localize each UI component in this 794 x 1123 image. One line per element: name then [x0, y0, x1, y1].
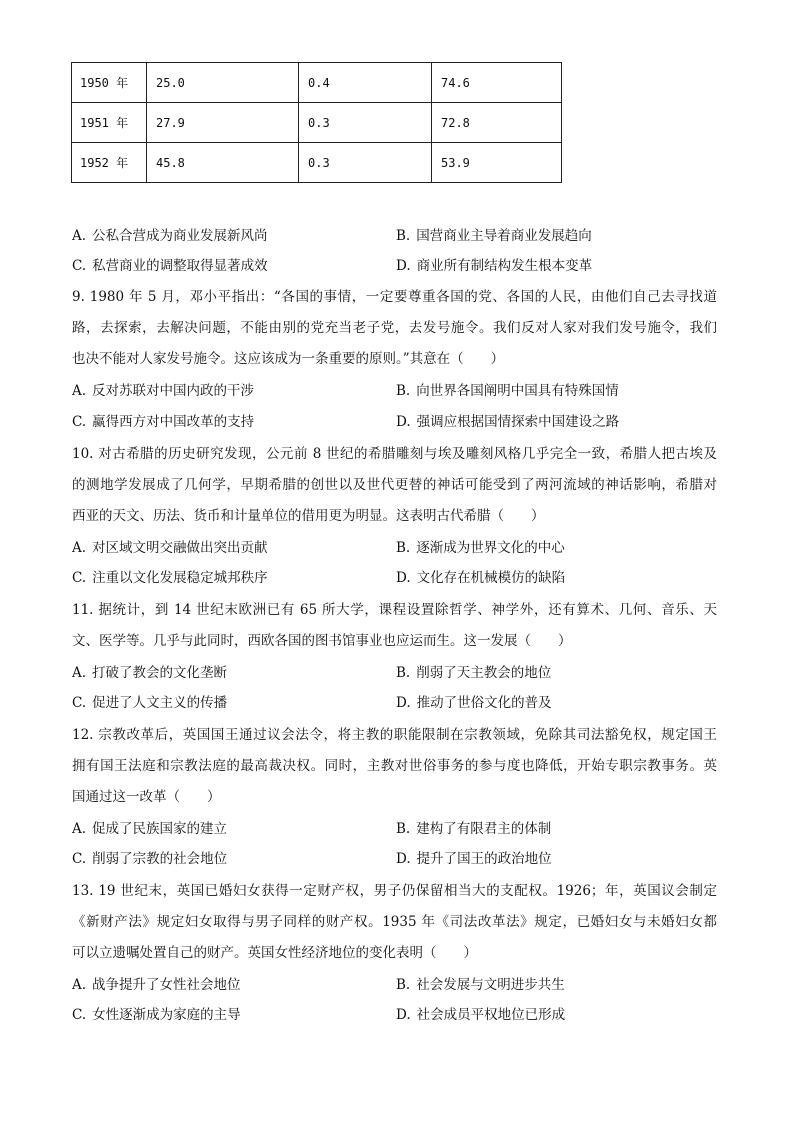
table-cell: 0.3: [299, 143, 432, 183]
option-label: A.: [72, 228, 87, 244]
option-label: B.: [396, 228, 411, 244]
data-table: [71, 62, 562, 183]
q11-option-c[interactable]: [72, 694, 227, 712]
q10-option-a[interactable]: [72, 539, 268, 557]
option-label: D.: [396, 414, 411, 430]
option-label: A.: [72, 665, 87, 681]
q8-option-d[interactable]: [396, 257, 592, 275]
q9-option-d[interactable]: [396, 413, 619, 431]
q10-stem-line: 的测地学发展成了几何学，早期希腊的创世以及世代更替的神话可能受到了两河流域的神话影响，希腊对: [72, 477, 717, 493]
option-text: 文化存在机械模仿的缺陷: [416, 570, 566, 586]
option-text: 逐渐成为世界文化的中心: [416, 540, 565, 556]
q9-option-a[interactable]: [72, 382, 254, 400]
option-label: C.: [72, 695, 87, 711]
q8-option-a[interactable]: [72, 227, 268, 245]
option-text: 提升了国王的政治地位: [416, 851, 552, 867]
option-label: C.: [72, 258, 87, 274]
option-text: 促进了人文主义的传播: [92, 695, 228, 711]
option-label: B.: [396, 977, 411, 993]
option-text: 向世界各国阐明中国具有特殊国情: [416, 383, 619, 399]
table-cell: 1952 年: [72, 143, 147, 183]
option-label: A.: [72, 821, 87, 837]
q13-option-a[interactable]: [72, 976, 241, 994]
q10-option-b[interactable]: [396, 539, 565, 557]
q10-stem-line: 西亚的天文、历法、货币和计量单位的借用更为明显。这表明古代希腊（ ）: [72, 508, 545, 524]
q13-stem-line: 《新财产法》规定妇女取得与男子同样的财产权。1935 年《司法改革法》规定，已婚妇女与未婚妇女都: [72, 914, 717, 930]
q13-option-d[interactable]: [396, 1006, 565, 1024]
q8-option-c[interactable]: [72, 257, 268, 275]
option-label: B.: [396, 821, 411, 837]
option-label: B.: [396, 665, 411, 681]
table-cell: 27.9: [147, 103, 299, 143]
q13-option-c[interactable]: [72, 1006, 241, 1024]
option-label: A.: [72, 540, 87, 556]
table-row: [72, 103, 562, 143]
q12-option-b[interactable]: [396, 820, 551, 838]
option-text: 削弱了天主教会的地位: [416, 665, 552, 681]
option-text: 对区域文明交融做出突出贡献: [92, 540, 268, 556]
table-cell: 53.9: [432, 143, 562, 183]
option-label: D.: [396, 258, 411, 274]
option-text: 注重以文化发展稳定城邦秩序: [92, 570, 268, 586]
option-text: 削弱了宗教的社会地位: [92, 851, 228, 867]
table-cell: 72.8: [432, 103, 562, 143]
q13-stem-line: 可以立遗嘱处置自己的财产。英国女性经济地位的变化表明（ ）: [72, 945, 477, 961]
option-text: 社会发展与文明进步共生: [416, 977, 565, 993]
option-label: B.: [396, 383, 411, 399]
option-text: 商业所有制结构发生根本变革: [416, 258, 593, 274]
option-label: C.: [72, 570, 87, 586]
table-cell: 1951 年: [72, 103, 147, 143]
option-text: 强调应根据国情探索中国建设之路: [416, 414, 620, 430]
table-cell: 25.0: [147, 63, 299, 103]
option-text: 推动了世俗文化的普及: [416, 695, 552, 711]
q11-stem-line: 11. 据统计，到 14 世纪末欧洲已有 65 所大学，课程设置除哲学、神学外，还有算术、几何、音乐、天: [72, 602, 717, 618]
q13-stem-line: 13. 19 世纪末，英国已婚妇女获得一定财产权，男子仍保留相当大的支配权。1926；年，英国议会制定: [72, 883, 717, 899]
option-text: 私营商业的调整取得显著成效: [92, 258, 268, 274]
q12-option-c[interactable]: [72, 850, 227, 868]
q12-stem-line: 12. 宗教改革后，英国国王通过议会法令，将主教的职能限制在宗教领域，免除其司法豁免权，规定国王: [72, 727, 717, 743]
option-text: 建构了有限君主的体制: [416, 821, 552, 837]
q9-option-b[interactable]: [396, 382, 619, 400]
q12-stem-line: 国通过这一改革（ ）: [72, 789, 221, 805]
option-label: C.: [72, 851, 87, 867]
option-text: 社会成员平权地位已形成: [416, 1007, 566, 1023]
q10-option-d[interactable]: [396, 569, 565, 587]
option-label: D.: [396, 851, 411, 867]
option-text: 国营商业主导着商业发展趋向: [416, 228, 592, 244]
q9-option-c[interactable]: [72, 413, 254, 431]
q10-option-c[interactable]: [72, 569, 268, 587]
q12-option-d[interactable]: [396, 850, 552, 868]
q9-stem-line: 也决不能对人家发号施令。这应该成为一条重要的原则。”其意在（ ）: [72, 351, 505, 367]
option-label: A.: [72, 383, 87, 399]
option-text: 反对苏联对中国内政的干涉: [92, 383, 255, 399]
option-text: 战争提升了女性社会地位: [92, 977, 241, 993]
q9-stem-line: 9. 1980 年 5 月，邓小平指出：“各国的事情，一定要尊重各国的党、各国的人民，由他们自己去寻找道: [72, 289, 717, 305]
option-text: 女性逐渐成为家庭的主导: [92, 1007, 241, 1023]
table-cell: 45.8: [147, 143, 299, 183]
q10-stem-line: 10. 对古希腊的历史研究发现，公元前 8 世纪的希腊雕刻与埃及雕刻风格几乎完全一致，希腊人把古埃及: [72, 446, 717, 462]
option-label: B.: [396, 540, 411, 556]
q11-stem-line: 文、医学等。几乎与此同时，西欧各国的图书馆事业也应运而生。这一发展（ ）: [72, 633, 572, 649]
option-label: D.: [396, 1007, 411, 1023]
option-text: 促成了民族国家的建立: [92, 821, 228, 837]
q12-option-a[interactable]: [72, 820, 227, 838]
table-cell: 0.3: [299, 103, 432, 143]
q8-option-b[interactable]: [396, 227, 592, 245]
q12-stem-line: 拥有国王法庭和宗教法庭的最高裁决权。同时，主教对世俗事务的参与度也降低，开始专职宗教事务。英: [72, 758, 717, 774]
q11-option-d[interactable]: [396, 694, 552, 712]
q13-option-b[interactable]: [396, 976, 565, 994]
q9-stem-line: 路，去探索，去解决问题，不能由别的党充当老子党，去发号施令。我们反对人家对我们发号施令，我们: [72, 320, 717, 336]
table-cell: 1950 年: [72, 63, 147, 103]
table-row: [72, 143, 562, 183]
option-label: A.: [72, 977, 87, 993]
option-label: D.: [396, 570, 411, 586]
option-text: 赢得西方对中国改革的支持: [92, 414, 255, 430]
table-cell: 74.6: [432, 63, 562, 103]
option-label: C.: [72, 414, 87, 430]
table-cell: 0.4: [299, 63, 432, 103]
option-label: D.: [396, 695, 411, 711]
q11-option-a[interactable]: [72, 664, 227, 682]
q11-option-b[interactable]: [396, 664, 551, 682]
option-text: 打破了教会的文化垄断: [92, 665, 228, 681]
option-text: 公私合营成为商业发展新风尚: [92, 228, 268, 244]
option-label: C.: [72, 1007, 87, 1023]
table-row: [72, 63, 562, 103]
